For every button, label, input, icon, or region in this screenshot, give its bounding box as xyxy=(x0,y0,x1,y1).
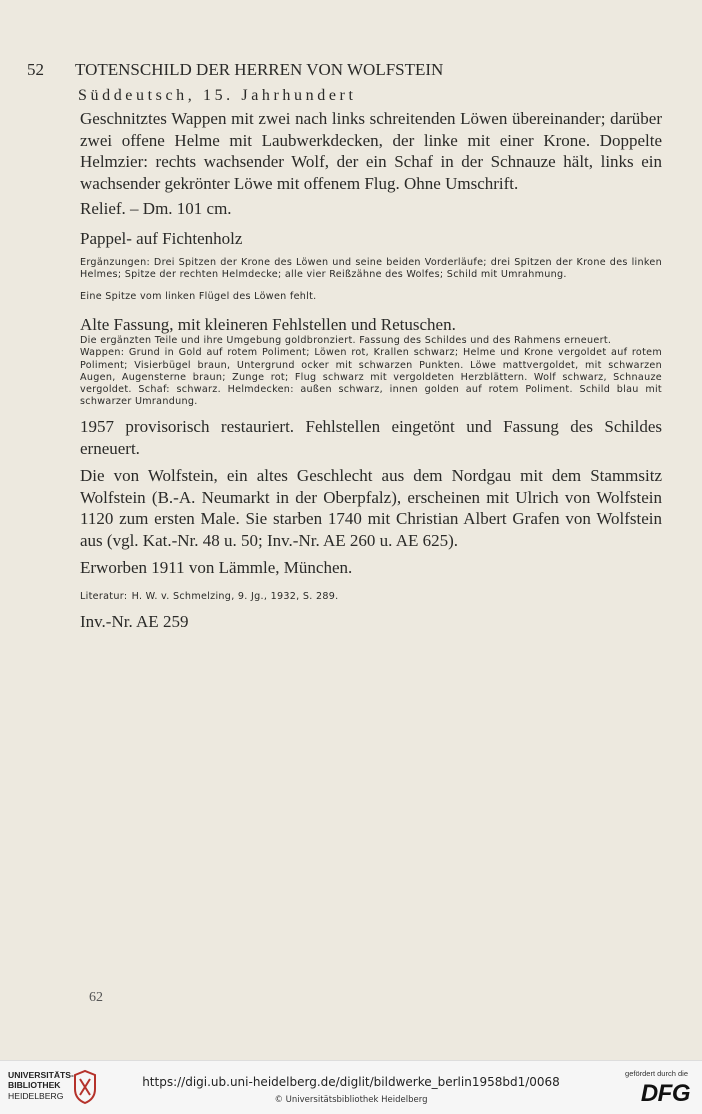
dfg-logo: DFG xyxy=(640,1080,690,1107)
library-name-line3: HEIDELBERG xyxy=(8,1090,64,1101)
copyright-notice: © Universitätsbibliothek Heidelberg xyxy=(274,1095,428,1105)
restoration-paragraph: 1957 provisorisch restauriert. Fehlstellen eingetönt und Fassung des Schildes erneuert. xyxy=(80,417,662,458)
setting-line: Alte Fassung, mit kleineren Fehlstellen und Retuschen. xyxy=(80,314,456,334)
material-line: Pappel- auf Fichtenholz xyxy=(80,228,243,248)
page-number: 52 xyxy=(27,60,44,79)
permalink-url[interactable]: https://digi.ub.uni-heidelberg.de/diglit/bildwerke_berlin1958bd1/0068 xyxy=(142,1075,560,1089)
literature-line xyxy=(80,583,662,608)
setting-detail-2: Wappen: Grund in Gold auf rotem Poliment; Löwen rot, Krallen schwarz; Helme und Krone vergoldet auf rotem Poliment; Visierbügel braun, Untergrund ocker mit schwarzen Punkten. Löwe mattvergoldet, mit schwarzen Augen, Augensterne braun; Zunge rot; Flug schwarz mit vergoldeten Herzblättern. Wolf schwarz, Schnauze vergoldet. Schaf: schwarz. Helmdecken: außen schwarz, innen golden auf rotem Poliment. Schild blau mit schwarzer Umrandung. xyxy=(80,347,662,408)
viewer-footer xyxy=(0,1060,702,1114)
history-paragraph: Die von Wolfstein, ein altes Geschlecht aus dem Nordgau mit dem Stammsitz Wolfstein (B.-A. Neumarkt in der Oberpfalz), erscheinen mit Ulrich von Wolfstein 1120 zum ersten Male. Sie starben 1740 mit Christian Albert Grafen von Wolfstein aus (vgl. Kat.-Nr. 48 u. 50; Inv.-Nr. AE 260 u. AE 625). xyxy=(80,466,662,550)
acquisition-line: Erworben 1911 von Lämmle, München. xyxy=(80,558,353,578)
entry-body xyxy=(80,108,662,633)
literature-reference: H. W. v. Schmelzing, 9. Jg., 1932, S. 289. xyxy=(131,590,339,602)
inventory-number: Inv.-Nr. AE 259 xyxy=(80,612,189,632)
setting-detail-1: Die ergänzten Teile und ihre Umgebung goldbronziert. Fassung des Schildes und des Rahmens erneuert. xyxy=(80,335,612,347)
description-paragraph: Geschnitztes Wappen mit zwei nach links schreitenden Löwen übereinander; darüber zwei offene Helme mit Laubwerkdecken, der linke mit einer Krone. Doppelte Helmzier: rechts wachsender Wolf, der ein Schaf in der Schnauze hält, links ein wachsender gekrönter Löwe mit offenem Flug. Ohne Umschrift. xyxy=(80,109,662,193)
dimensions-line: Relief. – Dm. 101 cm. xyxy=(80,199,232,218)
library-name-line1: UNIVERSITÄTS- xyxy=(8,1070,74,1080)
subtitle: Süddeutsch, 15. Jahrhundert xyxy=(78,87,357,104)
running-title: TOTENSCHILD DER HERREN VON WOLFSTEIN xyxy=(75,60,444,79)
funding-note: gefördert durch die xyxy=(625,1069,688,1078)
literature-label: Literatur: xyxy=(80,590,128,602)
library-name-line2: BIBLIOTHEK xyxy=(8,1080,61,1091)
missing-line: Eine Spitze vom linken Flügel des Löwen fehlt. xyxy=(80,291,317,303)
folio-number: 62 xyxy=(89,990,103,1005)
additions-paragraph: Ergänzungen: Drei Spitzen der Krone des Löwen und seine beiden Vorderläufe; drei Spitzen der Krone des linken Helmes; Spitze der rechten Helmdecke; alle vier Reißzähne des Wolfes; Schild mit Umrahmung. xyxy=(80,257,662,281)
page-header xyxy=(27,60,687,80)
